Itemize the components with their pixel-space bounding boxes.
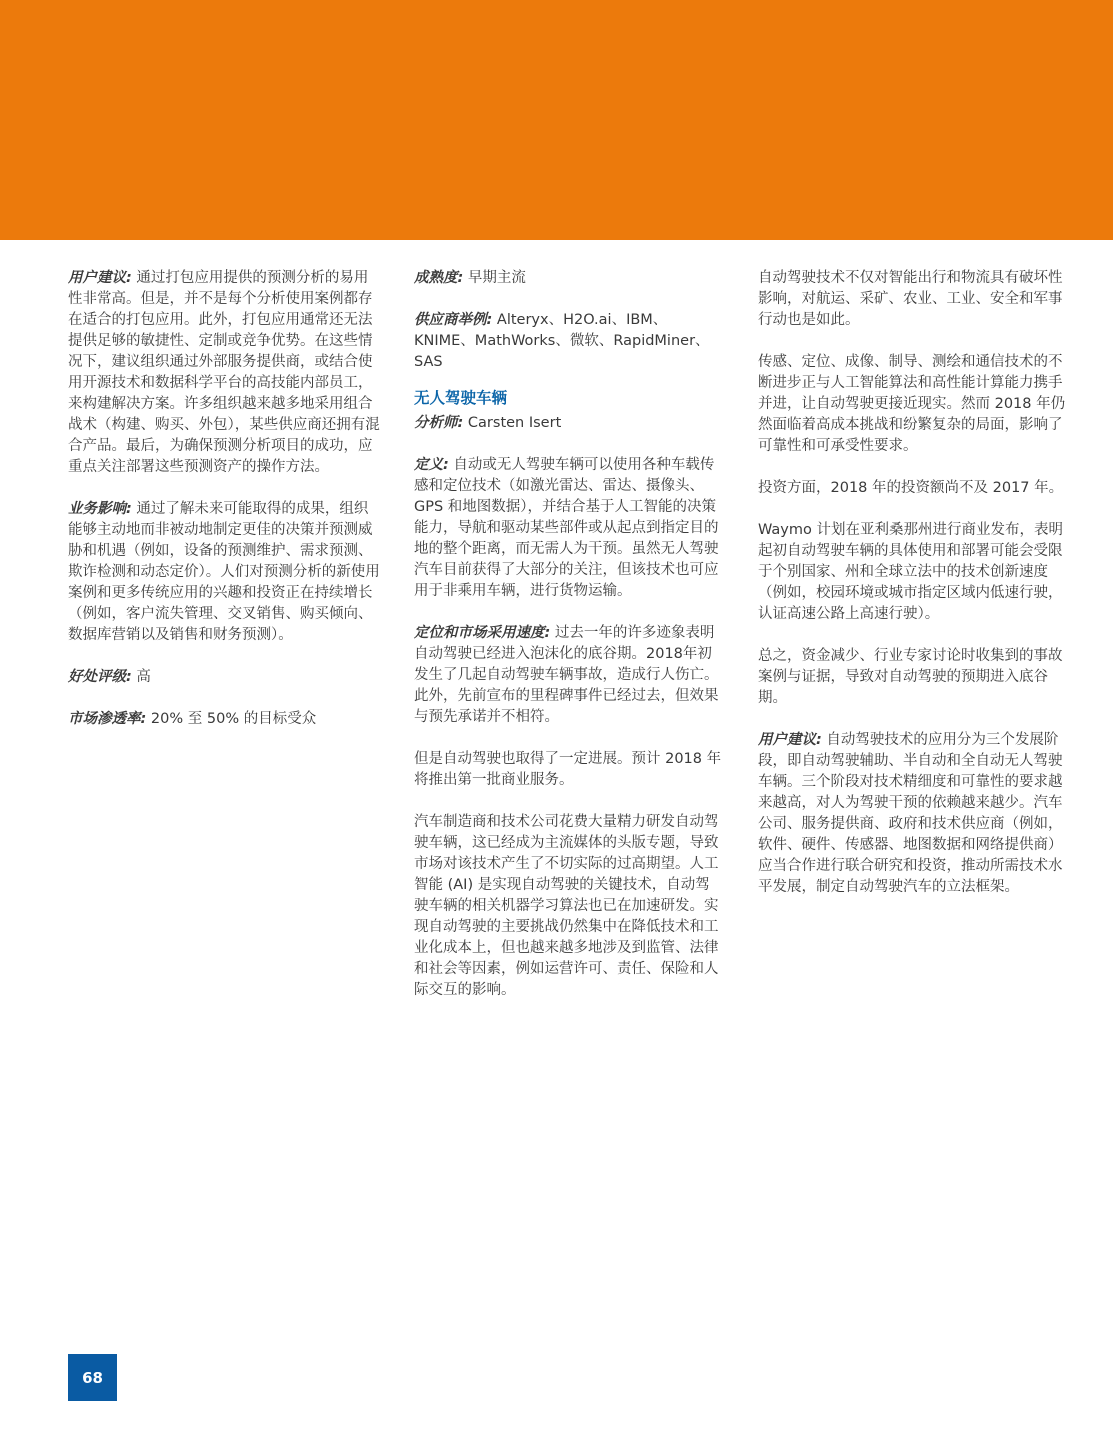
benefit-rating-label: 好处评级: bbox=[68, 669, 132, 685]
user-advice-label: 用户建议: bbox=[68, 270, 132, 286]
vendors-text: Alteryx、H2O.ai、IBM、KNIME、MathWorks、微软、RapidMiner、SAS bbox=[414, 312, 710, 370]
summary-paragraph: 总之，资金减少、行业专家讨论时收集到的事故案例与证据，导致对自动驾驶的预期进入底谷期。 bbox=[758, 648, 1063, 706]
column-right bbox=[758, 268, 1072, 919]
definition-label: 定义: bbox=[414, 457, 449, 473]
definition-text: 自动或无人驾驶车辆可以使用各种车载传感和定位技术（如激光雷达、雷达、摄像头、GPS 和地图数据），并结合基于人工智能的决策能力，导航和驱动某些部件或从起点到指定目的地的整个距离，而无需人为干预。虽然无人驾驶汽车目前获得了大部分的关注，但该技术也可应用于非乘用车辆，进行货物运输。 bbox=[414, 457, 719, 599]
maturity-paragraph bbox=[414, 268, 724, 289]
benefit-rating-paragraph bbox=[68, 667, 380, 688]
position-text: 过去一年的许多迹象表明自动驾驶已经进入泡沫化的底谷期。2018年初发生了几起自动驾驶车辆事故，造成行人伤亡。此外，先前宣布的里程碑事件已经过去，但效果与预先承诺并不相符。 bbox=[414, 625, 719, 725]
page-number-badge bbox=[68, 1354, 117, 1401]
maturity-label: 成熟度: bbox=[414, 270, 464, 286]
hype-paragraph: 汽车制造商和技术公司花费大量精力研发自动驾驶车辆，这已经成为主流媒体的头版专题，导致市场对该技术产生了不切实际的过高期望。人工智能 (AI) 是实现自动驾驶的关键技术，自动驾驶车辆的相关机器学习算法也已在加速研发。实现自动驾驶的主要挑战仍然集中在降低技术和工业化成本上，但也越来越多地涉及到监管、法律和社会等因素，例如运营许可、责任、保险和人际交互的影响。 bbox=[414, 814, 719, 998]
page-number: 68 bbox=[82, 1368, 103, 1387]
column-left bbox=[68, 268, 380, 751]
market-penetration-label: 市场渗透率: bbox=[68, 711, 147, 727]
disruption-paragraph: 自动驾驶技术不仅对智能出行和物流具有破坏性影响，对航运、采矿、农业、工业、安全和军事行动也是如此。 bbox=[758, 270, 1063, 328]
vendors-label: 供应商举例: bbox=[414, 312, 493, 328]
business-impact-label: 业务影响: bbox=[68, 501, 132, 517]
definition-paragraph bbox=[414, 455, 724, 602]
column-middle bbox=[414, 268, 724, 1022]
top-banner bbox=[0, 0, 1113, 240]
market-penetration-text: 20% 至 50% 的目标受众 bbox=[146, 711, 317, 727]
business-impact-paragraph bbox=[68, 499, 380, 646]
user-advice-paragraph-2 bbox=[758, 730, 1072, 898]
user-advice-label-2: 用户建议: bbox=[758, 732, 822, 748]
analyst-paragraph bbox=[414, 413, 724, 434]
business-impact-text: 通过了解未来可能取得的成果，组织能够主动地而非被动地制定更佳的决策并预测威胁和机遇（例如，设备的预测维护、需求预测、欺诈检测和动态定价）。人们对预测分析的新使用案例和更多传统应用的兴趣和投资正在持续增长（例如，客户流失管理、交叉销售、购买倾向、数据库营销以及销售和财务预测）。 bbox=[68, 501, 380, 643]
analyst-text: Carsten Isert bbox=[463, 415, 562, 431]
progress-paragraph: 但是自动驾驶也取得了一定进展。预计 2018 年将推出第一批商业服务。 bbox=[414, 751, 722, 788]
benefit-rating-text: 高 bbox=[131, 669, 151, 685]
market-penetration-paragraph bbox=[68, 709, 380, 730]
position-label: 定位和市场采用速度: bbox=[414, 625, 551, 641]
technology-paragraph: 传感、定位、成像、制导、测绘和通信技术的不断进步正与人工智能算法和高性能计算能力携手并进，让自动驾驶更接近现实。然而 2018 年仍然面临着高成本挑战和纷繁复杂的局面，影响了可靠性和可承受性要求。 bbox=[758, 354, 1066, 454]
analyst-label: 分析师: bbox=[414, 415, 464, 431]
position-paragraph bbox=[414, 623, 724, 728]
investment-paragraph: 投资方面，2018 年的投资额尚不及 2017 年。 bbox=[758, 480, 1064, 496]
user-advice-text: 通过打包应用提供的预测分析的易用性非常高。但是，并不是每个分析使用案例都存在适合的打包应用。此外，打包应用通常还无法提供足够的敏捷性、定制或竞争优势。在这些情况下，建议组织通过外部服务提供商，或结合使用开源技术和数据科学平台的高技能内部员工，来构建解决方案。许多组织越来越多地采用组合战术（构建、购买、外包），某些供应商还拥有混合产品。最后，为确保预测分析项目的成功，应重点关注部署这些预测资产的操作方法。 bbox=[68, 270, 380, 475]
waymo-paragraph: Waymo 计划在亚利桑那州进行商业发布，表明起初自动驾驶车辆的具体使用和部署可能会受限于个别国家、州和全球立法中的技术创新速度（例如，校园环境或城市指定区域内低速行驶，认证高速公路上高速行驶）。 bbox=[758, 522, 1063, 622]
maturity-text: 早期主流 bbox=[463, 270, 526, 286]
section-title: 无人驾驶车辆 bbox=[414, 389, 508, 407]
vendors-paragraph bbox=[414, 310, 724, 373]
user-advice-text-2: 自动驾驶技术的应用分为三个发展阶段，即自动驾驶辅助、半自动和全自动无人驾驶车辆。三个阶段对技术精细度和可靠性的要求越来越高，对人为驾驶干预的依赖越来越少。汽车公司、服务提供商、政府和技术供应商（例如，软件、硬件、传感器、地图数据和网络提供商）应当合作进行联合研究和投资，推动所需技术水平发展，制定自动驾驶汽车的立法框架。 bbox=[758, 732, 1063, 895]
user-advice-paragraph bbox=[68, 268, 380, 478]
